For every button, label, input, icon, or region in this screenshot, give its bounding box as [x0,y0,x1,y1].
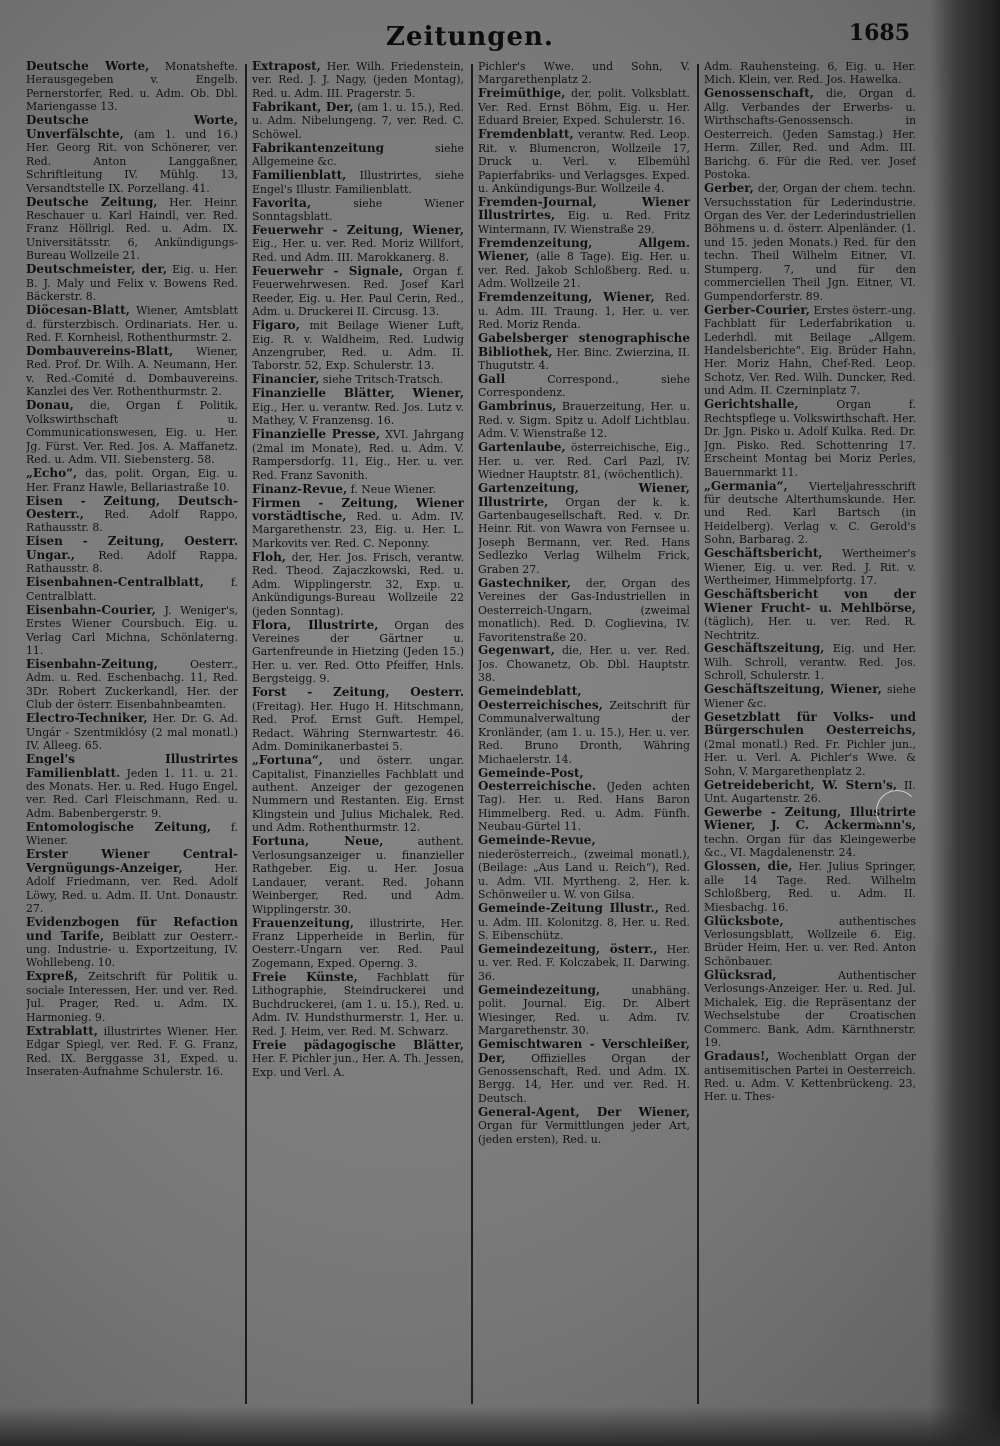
entry-headword: Glücksbote, [704,913,784,928]
entry-details: (alle 8 Tage). Eig. Her. u. ver. Red. Jakob Schloßberg. Red. u. Adm. Wollzeile 21. [478,250,690,291]
column-1 [26,60,238,1420]
directory-entry [478,237,690,291]
entry-details: niederösterreich., (zweimal monatl.), (Beilage: „Aus Land u. Reich“), Red. u. Adm. VII. Myrtheng. 2, Her. k. Schönweiler u. W. von Gilsa. [478,847,690,902]
directory-entry [252,101,464,141]
directory-entry [252,619,464,686]
entry-details: siehe Wiener &c. [704,683,916,710]
directory-entry [26,848,238,915]
directory-entry [478,128,690,195]
entry-headword: Eisen - Zeitung, Oesterr. Ungar., [26,534,238,562]
directory-entry [252,917,464,971]
directory-entry [704,182,916,303]
entry-headword: Gabelsberger stenographische Bibliothek, [478,331,690,359]
entry-details: (Freitag). Her. Hugo H. Hitschmann, Red. Prof. Ernst Guft. Hempel, Redact. Währing Sternwartestr. 46. Adm. Dominikanerbastei 5. [252,699,464,754]
entry-details: Red. Adolf Rappa, Rathausstr. 8. [26,548,238,576]
entry-details: Correspond., siehe Correspondenz. [478,372,690,400]
directory-entry [26,576,238,603]
entry-details: Her. Wilh. Friedenstein, ver. Red. J. J. Nagy, (jeden Montag), Red. u. Adm. III. Pragerstr. 5. [252,60,464,100]
entry-details: Monatshefte. Herausgegeben v. Engelb. Pernerstorfer, Red. u. Adm. Ob. Dbl. Mariengasse 13. [26,60,238,114]
entry-details: II. Unt. Augartenstr. 26. [704,778,916,805]
directory-entry [704,860,916,914]
directory-entry [478,400,690,440]
directory-entry [252,428,464,482]
entry-headword: „Fortuna“, [252,753,323,768]
entry-headword: Favorita, [252,195,311,210]
entry-details: Eig., Her. u. ver. Red. Moriz Willfort, Red. und Adm. III. Marokkanerg. 8. [252,237,464,264]
directory-entry [26,345,238,399]
page-header [30,18,910,58]
directory-entry [252,60,464,100]
column-divider [697,64,699,1404]
entry-details: Wertheimer's Wiener, Eig. u. ver. Red. J. Rit. v. Wertheimer, Himmelpfortg. 17. [704,547,916,588]
entry-headword: Finanzielle Blätter, Wiener, [252,386,464,401]
directory-entry [26,821,238,848]
directory-entry [704,711,916,778]
entry-headword: Entomologische Zeitung, [26,819,212,834]
directory-entry [252,1039,464,1079]
entry-details: der, Her. Jos. Frisch, verantw. Red. Theod. Zajaczkowski, Red. u. Adm. Wipplingerstr. 32, Exp. u. Ankündigungs-Bureau Wollzeile 22 (jeden Sonntag). [252,550,464,618]
directory-entry [252,319,464,373]
entry-details: (täglich), Her. u. ver. Red. R. Nechtritz. [704,615,916,642]
directory-entry [478,482,690,576]
entry-details: der, Organ der chem. techn. Versuchsstation für Lederindustrie. Organ des Ver. der Lederindustriellen Böhmens u. d. österr. Alpenländer. (1. und 15. jeden Monats.) Red. für den techn. Theil Wilhelm Eitner, VI. Stumperg. 7, und für den commerciellen Theil Jgn. Eitner, VI. Gumpendorferstr. 89. [704,182,916,303]
entry-headword: Donau, [26,398,74,413]
entry-headword: Familienblatt, [252,168,347,183]
directory-entry [478,902,690,942]
directory-entry [252,197,464,224]
entry-headword: Glücksrad, [704,967,777,982]
entry-details: Zeitschrift für Communalverwaltung der Kronländer, (am 1. u. 15.), Her. u. ver. Red. Bruno Dronth, Währing Michaelerstr. 14. [478,698,690,766]
entry-headword: „Germania“, [704,478,788,493]
entry-headword: Expreß, [26,969,78,984]
entry-headword: Extrapost, [252,60,321,73]
entry-details: Eig., Her. u. verantw. Red. Jos. Lutz v. Mathey, V. Franzensg. 16. [252,400,464,428]
entry-headword: Gerichtshalle, [704,397,799,412]
entry-headword: Finanz-Revue, [252,481,348,496]
entry-headword: Glossen, die, [704,859,793,874]
directory-entry [252,387,464,427]
entry-headword: Deutschmeister, der, [26,262,167,277]
entry-details: das, polit. Organ, Eig. u. Her. Franz Hawle, Bellariastraße 10. [26,467,238,494]
entry-details: f. Wiener. [26,820,238,848]
page-number: 1685 [848,20,910,46]
entry-details: Oesterr., Adm. u. Red. Eschenbachg. 11, Red. 3Dr. Robert Zuckerkandl, Her. der Club der österr. Eisenbahnbeamten. [26,657,238,712]
entry-headword: Frauenzeitung, [252,915,355,930]
entry-headword: Geschäftsbericht, [704,546,823,561]
entry-details: Her. u. ver. Red. F. Kolczabek, II. Darwing. 36. [478,942,690,983]
entry-details: Her. Binc. Zwierzina, II. Thugutstr. 4. [478,345,690,372]
entry-details: Eig. und Her. Wilh. Schroll, verantw. Red. Jos. Schroll, Schulerstr. 1. [704,642,916,683]
entry-headword: Gartenzeitung, Wiener, Illustrirte, [478,481,690,509]
directory-entry [478,685,690,766]
directory-entry [26,467,238,494]
paper-scratch-mark [876,790,918,832]
entry-headword: Gastechniker, [478,575,571,590]
entry-headword: Freimüthige, [478,86,566,101]
directory-entry [26,196,238,263]
entry-headword: Electro-Techniker, [26,711,148,726]
entry-headword: Fremdenzeitung, Allgem. Wiener, [478,235,690,264]
entry-details: (am 1. und 16.) Her. Georg Rit. von Schönerer, ver. Red. Anton Langgaßner, Schriftleitung IV. Mühlg. 13, Versandtstelle IX. Porzellang. 41. [26,127,238,195]
directory-entry [478,1106,690,1146]
directory-entry [252,686,464,753]
directory-entry [478,767,690,834]
entry-headword: Geschäftszeitung, Wiener, [704,682,882,697]
entry-details: Organ für Vermittlungen jeder Art, (jeden ersten), Red. u. [478,1119,690,1146]
directory-entry [26,1025,238,1079]
directory-entry [704,588,916,642]
directory-entry [704,398,916,479]
directory-entry [26,753,238,820]
directory-entry [478,943,690,983]
directory-entry [704,480,916,547]
directory-entry [26,916,238,970]
directory-entry [252,142,464,169]
entry-headword: Floh, [252,549,286,564]
directory-entry [704,915,916,969]
entry-details: Adm. Rauhensteing. 6, Eig. u. Her. Mich. Klein, ver. Red. Jos. Hawelka. [704,60,916,87]
entry-details: Eig. u. Red. Fritz Wintermann, IV. Wienstraße 29. [478,209,690,236]
directory-entry [26,495,238,535]
entry-details: f. Centralblatt. [26,576,238,603]
directory-entry [478,984,690,1038]
column-3 [478,60,690,1420]
directory-entry [252,497,464,551]
directory-entry [704,547,916,587]
entry-details: die, Her. u. ver. Red. Jos. Chowanetz, Ob. Dbl. Hauptstr. 38. [478,644,690,685]
entry-headword: Eisenbahn-Courier, [26,602,156,617]
directory-entry [704,304,916,398]
entry-details: Jeden 1. 11. u. 21. des Monats. Her. u. Red. Hugo Engel, ver. Red. Carl Fleischmann, Red. u. Adm. Babenbergerstr. 9. [26,766,238,820]
entry-headword: General-Agent, Der Wiener, [478,1104,690,1119]
entry-details: der, Organ des Vereines der Gas-Industriellen in Oesterreich-Ungarn, (zweimal monatlich). Red. D. Coglievina, IV. Favoritenstraße 20. [478,576,690,644]
entry-headword: Fremdenblatt, [478,127,574,142]
entry-details: Fachblatt für Lithographie, Steindruckerei und Buchdruckerei, (am 1. u. 15.), Red. u. Adm. IV. Hundsthurmerstr. 1, Her. u. Red. J. Heim, ver. Red. M. Schwarz. [252,970,464,1038]
entry-details: (Jeden achten Tag). Her. u. Red. Hans Baron Himmelberg. Red. u. Adm. Fünfh. Neubau-Gürtel 11. [478,780,690,834]
entry-details: die, Organ f. Politik, Volkswirthschaft u. Communicationswesen, Eig. u. Her. Jg. Fürst. Ver. Red. Jos. A. Maffanetz. Red. u. Adm. VII. Siebensterg. 58. [26,399,238,467]
entry-headword: Gemeindeblatt, Oesterreichisches, [478,684,603,712]
entry-headword: Deutsche Worte, [26,60,150,73]
entry-details: Pichler's Wwe. und Sohn, V. Margarethenplatz 2. [478,60,690,87]
directory-entry [704,1050,916,1104]
entry-headword: Feuerwehr - Signale, [252,263,404,278]
entry-headword: Gall [478,371,506,386]
directory-entry [26,604,238,658]
entry-details: Red. u. Adm. IV. Margarethenstr. 23, Eig. u. Her. L. Markovits ver. Red. C. Neponny. [252,509,464,550]
entry-headword: Gesetzblatt für Volks- und Bürgerschulen Oesterreichs, [704,709,916,738]
entry-details: Wiener, Red. Prof. Dr. Wilh. A. Neumann, Her. v. Red.-Comité d. Dombauvereins. Kanzlei des Ver. Rothenthurmstr. 2. [26,345,238,399]
directory-entry [26,535,238,575]
entry-headword: Engel's Illustrirtes Familienblatt. [26,752,238,780]
entry-details: Organ f. Feuerwehrwesen. Red. Josef Karl Reeder, Eig. u. Her. Paul Cerin, Red., Adm. u. Druckerei II. Circusg. 13. [252,264,464,319]
entry-details: der, polit. Volksblatt. Ver. Red. Ernst Böhm, Eig. u. Her. Eduard Breier, Exped. Schulerstr. 16. [478,87,690,128]
entry-details: f. Neue Wiener. [347,482,437,496]
entry-details: und österr. ungar. Capitalist, Finanzielles Fachblatt und authent. Anzeiger der gezogenen Nummern und Restanten. Eig. Ernst Klingstein und Julius Michalek, Red. und Adm. Rothenthurmstr. 12. [252,754,464,835]
entry-headword: Financier, [252,372,320,387]
column-2 [252,60,464,1420]
directory-entry [704,642,916,682]
directory-entry [26,399,238,466]
directory-entry [252,551,464,618]
entry-details: verantw. Red. Leop. Rit. v. Blumencron, Wollzeile 17, Druck u. Verl. v. Elbemühl Papierfabriks- und Verlagsges. Exped. u. Ankündigungs-Bur. Wollzeile 4. [478,128,690,196]
entry-headword: Geschäftsbericht von der Wiener Frucht- u. Mehlbörse, [704,587,916,615]
directory-entry [252,835,464,916]
entry-headword: Genossenschaft, [704,86,814,101]
entry-headword: Finanzielle Presse, [252,427,381,442]
directory-entry [478,1038,690,1105]
directory-entry [252,169,464,196]
directory-entry [478,577,690,644]
entry-headword: Gewerbe - Zeitung, Illustrirte Wiener, J. C. Ackermann's, [704,804,916,833]
entry-headword: Gemeinde-Zeitung Illustr., [478,901,659,916]
entry-headword: Fabrikant, Der, [252,99,354,114]
entry-details: (am 1. u. 15.), Red. u. Adm. Nibelungeng. 7, ver. Red. C. Schöwel. [252,100,464,141]
entry-details: XVI. Jahrgang (2mal im Monate), Red. u. Adm. V. Rampersdorfg. 11, Eig., Her. u. ver. Red. Franz Savonith. [252,428,464,482]
directory-entry [478,441,690,481]
entry-headword: Gemeinde-Post, Oesterreichische. [478,765,597,794]
directory-entry [478,834,690,901]
entry-headword: Gradaus!, [704,1049,770,1064]
directory-entry [252,483,464,496]
directory-entry [478,644,690,684]
entry-headword: Gerber-Courier, [704,302,810,317]
entry-details: techn. Organ für das Kleingewerbe &c., VI. Magdalenenstr. 24. [704,832,916,860]
entry-details: Brauerzeitung, Her. u. Red. v. Sigm. Spitz u. Adolf Lichtblau. Adm. V. Wienstraße 12. [478,400,690,441]
entry-details: unabhäng. polit. Journal. Eig. Dr. Albert Wiesinger, Red. u. Adm. IV. Margarethenstr. 30. [478,983,690,1038]
entry-headword: Gemischtwaren - Verschleißer, Der, [478,1037,690,1065]
entry-details: Vierteljahresschrift für deutsche Alterthumskunde. Her. und Red. Karl Bartsch (in Heidelberg). Verlag v. C. Gerold's Sohn, Barbarag. 2. [704,479,916,547]
column-divider [471,64,473,1404]
entry-headword: Gemeinde-Revue, [478,833,596,848]
entry-headword: Evidenzbogen für Refaction und Tarife, [26,915,238,943]
entry-headword: Erster Wiener Central-Vergnügungs-Anzeiger, [26,847,238,875]
directory-entry [252,373,464,386]
entry-details: Red. u. Adm. III. Kolonitzg. 8, Her. u. Red. S. Eibenschütz. [478,902,690,942]
entry-headword: Gegenwart, [478,643,555,658]
entry-headword: Fabrikantenzeitung [252,140,385,155]
entry-headword: Freie pädagogische Blätter, [252,1037,464,1052]
entry-headword: Eisen - Zeitung, Deutsch-Oesterr., [26,493,238,521]
entry-headword: Eisenbahn-Zeitung, [26,656,158,671]
entry-headword: Forst - Zeitung, Oesterr. [252,685,464,700]
entry-details: illustrirte, Her. Franz Lipperheide in Berlin, für Oesterr.-Ungarn ver. Red. Paul Zogemann, Exped. Operng. 3. [252,916,464,970]
directory-entry [478,373,690,400]
directory-entry [26,658,238,712]
entry-headword: Gemeindezeitung, österr., [478,941,658,956]
directory-entry [478,196,690,236]
entry-headword: Eisenbahnen-Centralblatt, [26,575,204,590]
entry-details: Red. Adolf Rappo, Rathausstr. 8. [26,507,238,535]
page-title: Zeitungen. [386,22,554,52]
directory-entry [26,304,238,344]
entry-headword: „Echo“, [26,466,78,481]
entry-headword: Geschäftszeitung, [704,641,825,656]
entry-details: Her. Adolf Friedmann, ver. Red. Adolf Löwy, Red. u. Adm. II. Unt. Donaustr. 27. [26,861,238,916]
entry-details: (2mal monatl.) Red. Fr. Pichler jun., Her. u. Verl. A. Pichler's Wwe. & Sohn, V. Margarethenplatz 2. [704,737,916,778]
directory-columns [26,60,924,1420]
entry-details: illustrirtes Wiener. Her. Edgar Spiegl, ver. Red. F. G. Franz, Red. IX. Berggasse 31, Exped. u. Inseraten-Aufnahme Schulerstr. 16. [26,1024,238,1079]
entry-headword: Fremden-Journal, Wiener Illustrirtes, [478,195,690,223]
entry-details: Red. u. Adm. III. Traung. 1, Her. u. ver. Red. Moriz Renda. [478,291,690,332]
entry-details: Wochenblatt Organ der antisemitischen Partei in Oesterreich. Red. u. Adm. V. Kettenbrückeng. 23, Her. u. Thes- [704,1050,916,1104]
directory-entry [478,87,690,127]
directory-entry [704,87,916,181]
directory-entry [26,970,238,1024]
entry-headword: Dombauvereins-Blatt, [26,344,174,359]
entry-details: mit Beilage Wiener Luft, Eig. R. v. Waldheim, Red. Ludwig Anzengruber, Red. u. Adm. II. Taborstr. 52, Exp. Schulerstr. 13. [252,319,464,373]
entry-headword: Fortuna, Neue, [252,834,384,849]
entry-details: Her. Heinr. Reschauer u. Karl Haindl, ver. Red. Franz Höllrigl. Red. u. Adm. IX. Universitätsstr. 6, Ankündigungs-Bureau Wollzeile 21. [26,195,238,263]
entry-headword: Gartenlaube, [478,440,566,455]
entry-details: Eig. u. Her. B. J. Maly und Felix v. Bowens Red. Bäckerstr. 8. [26,263,238,304]
directory-entry [252,754,464,835]
entry-headword: Getreidebericht, W. Stern's, [704,777,898,792]
directory-entry [252,224,464,264]
entry-details: Her. Julius Springer, alle 14 Tage. Red. Wilhelm Schloßberg, Red. u. Adm. II. Miesbachg. 16. [704,860,916,914]
column-divider [245,64,247,1404]
directory-entry [704,969,916,1050]
entry-details: siehe Allgemeine &c. [252,141,464,169]
directory-entry [26,114,238,195]
entry-headword: Diöcesan-Blatt, [26,303,130,318]
entry-details: Beiblatt zur Oesterr.-ung. Industrie- u. Exportzeitung, IV. Wohllebeng. 10. [26,929,238,970]
entry-details: Authentischer Verlosungs-Anzeiger. Her. u. Red. Jul. Michalek, Eig. die Repräsentanz der Wechselstube der Croatischen Commerc. Bank, Adm. Kärnthnerstr. 19. [704,968,916,1050]
entry-details: Illustrirtes, siehe Engel's Illustr. Familienblatt. [252,169,464,196]
directory-entry [26,60,238,114]
column-4 [704,60,916,1420]
entry-headword: Gemeindezeitung, [478,982,601,997]
entry-headword: Gambrinus, [478,399,557,414]
directory-entry [252,265,464,319]
entry-details: Offizielles Organ der Genossenschaft, Red. und Adm. IX. Bergg. 14, Her. und ver. Red. H. Deutsch. [478,1051,690,1105]
entry-details: Erstes österr.-ung. Fachblatt für Lederfabrikation u. Lederhdl. mit Beilage „Allgem. Handelsberichte“. Eig. Brüder Hahn, Her. Moriz Hahn, Chef-Red. Leop. Schotz, Ver. Red. Wilh. Duncker, Red. und Adm. II. Czerninplatz 7. [704,303,916,398]
entry-details: authent. Verlosungsanzeiger u. finanzieller Rathgeber. Eig. u. Her. Josua Landauer, verant. Red. Johann Weinberger, Red. und Adm. Wipplingerstr. 30. [252,835,464,916]
entry-details: siehe Tritsch-Tratsch. [319,373,444,387]
entry-details: die, Organ d. Allg. Verbandes der Erwerbs- u. Wirthschafts-Genossensch. in Oesterreich. (Jeden Samstag.) Her. Herm. Ziller, Red. und Adm. III. Barichg. 6. Für die Red. ver. Josef Postoka. [704,87,916,182]
directory-entry [252,971,464,1038]
entry-headword: Firmen - Zeitung, Wiener vorstädtische, [252,495,464,523]
page-edge-shadow [930,0,1000,1446]
entry-headword: Feuerwehr - Zeitung, Wiener, [252,222,464,237]
entry-details: J. Weniger's, Erstes Wiener Coursbuch. Eig. u. Verlag Carl Michna, Schönlaterng. 11. [26,603,238,657]
directory-entry [478,291,690,331]
entry-headword: Gerber, [704,181,754,196]
entry-headword: Deutsche Zeitung, [26,194,158,209]
entry-headword: Flora, Illustrirte, [252,617,379,632]
entry-headword: Freie Künste, [252,969,358,984]
entry-details: Her. F. Pichler jun., Her. A. Th. Jessen, Exp. und Verl. A. [252,1052,464,1079]
entry-details: Zeitschrift für Politik u. sociale Interessen, Her. und ver. Red. Jul. Prager, Red. u. Adm. IX. Harmonieg. 9. [26,970,238,1024]
directory-entry [478,332,690,372]
entry-headword: Fremdenzeitung, Wiener, [478,290,655,305]
directory-entry [704,683,916,710]
entry-headword: Deutsche Worte, Unverfälschte, [26,113,238,141]
directory-entry [704,60,916,87]
entry-details: österreichische, Eig., Her. u. ver. Red. Carl Pazl, IV. Wiedner Hauptstr. 81, (wöchentlich). [478,441,690,482]
directory-entry [26,263,238,303]
entry-details: authentisches Verlosungsblatt, Wollzeile 6. Eig. Brüder Heim, Her. u. ver. Red. Anton Schönbauer. [704,914,916,968]
entry-headword: Figaro, [252,318,300,333]
directory-entry [478,60,690,87]
entry-details: Organ f. Rechtspflege u. Volkswirthschaft. Her. Dr. Jgn. Pisko u. Adolf Kulka. Red. Dr. Jgn. Pisko. Red. Schottenring 17. Erscheint Montag bei Moriz Perles, Bauernmarkt 11. [704,398,916,479]
directory-entry [26,712,238,752]
entry-details: Her. Dr. G. Ad. Ungár - Szentmiklósy (2 mal monatl.) IV. Alleeg. 65. [26,712,238,753]
entry-details: Organ des Vereines der Gärtner u. Gartenfreunde in Hietzing (Jeden 15.) Her. u. ver. Red. Otto Pfeiffer, Hnls. Bergsteigg. 9. [252,618,464,686]
entry-details: Organ der k. k. Gartenbaugesellschaft. Red. v. Dr. Heinr. Rit. von Wawra von Fernsee u. Joseph Bermann, ver. Red. Hans Sedlezko Verlag Wilhelm Frick, Graben 27. [478,495,690,576]
entry-details: Wiener, Amtsblatt d. fürsterzbisch. Ordinariats. Her. u. Red. F. Kornheisl, Rothenthurmstr. 2. [26,304,238,345]
entry-headword: Extrablatt, [26,1023,98,1038]
entry-details: siehe Wiener Sonntagsblatt. [252,196,464,223]
